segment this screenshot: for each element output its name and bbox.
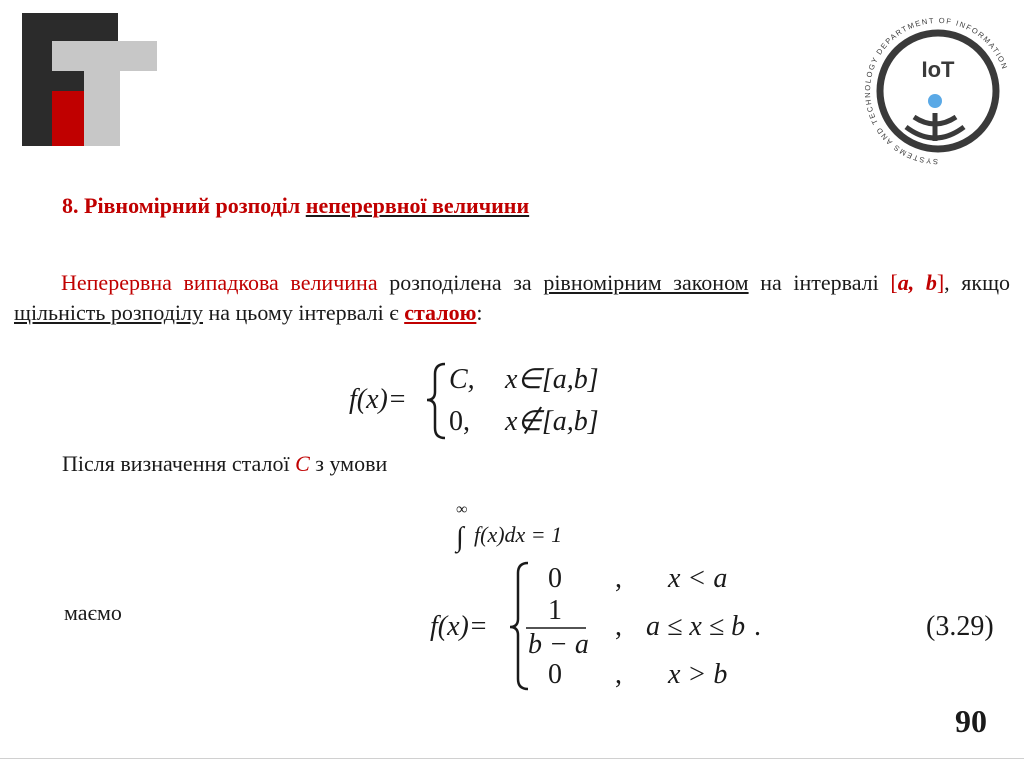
interval-ab: a, b	[897, 270, 937, 295]
formula-uniform-density	[428, 557, 1008, 697]
formula3-row1-cond: x < a	[668, 563, 728, 594]
formula1-lhs: f(x)=	[349, 384, 407, 415]
constant-c: C	[295, 451, 310, 476]
slide-bottom-border	[0, 758, 1024, 759]
formula3-row2-den: b − a	[528, 629, 589, 660]
formula3-row1-comma: ,	[615, 563, 622, 594]
iot-ring-text: SYSTEMS AND TECHNOLOGY DEPARTMENT OF INFORMATION	[862, 15, 1010, 167]
condition-line	[62, 451, 387, 477]
para-text: :	[476, 300, 483, 325]
condition-prefix: Після визначення сталої	[62, 451, 296, 476]
definition-paragraph	[14, 268, 1010, 328]
formula1-row2-cond: x∉[a,b]	[505, 406, 599, 437]
term-density: щільність розподілу	[14, 300, 203, 325]
integral-sign: ∫	[456, 522, 464, 553]
term-continuous-rv: Неперервна випадкова величина	[61, 270, 378, 295]
formula3-row2-cond: a ≤ x ≤ b	[646, 611, 746, 642]
formula1-row1-cond: x∈[a,b]	[505, 364, 599, 395]
para-text: на цьому інтервалі є	[202, 300, 405, 325]
integral-upper-limit: ∞	[456, 501, 468, 518]
section-heading	[62, 193, 529, 219]
page-number: 90	[955, 703, 987, 739]
para-text: на інтервалі	[748, 270, 891, 295]
formula3-row1-val: 0	[548, 563, 562, 594]
formula3-row3-cond: x > b	[668, 659, 728, 690]
formula1-row2-val: 0,	[449, 406, 470, 437]
heading-underlined: неперервної величини	[305, 193, 530, 218]
formula1-row1-val: C,	[449, 364, 475, 395]
formula3-row2-comma: ,	[615, 611, 622, 642]
condition-suffix: з умови	[309, 451, 388, 476]
integral-body: f(x)dx = 1	[474, 522, 563, 547]
formula3-row2-dot: .	[754, 611, 761, 642]
formula-normalization	[452, 498, 592, 563]
maemo-label: маємо	[64, 600, 122, 625]
para-text: , якщо	[944, 270, 1011, 295]
bracket-open: [	[890, 270, 898, 295]
iot-department-logo	[856, 9, 1021, 179]
term-constant: сталою	[404, 300, 477, 325]
formula3-lhs: f(x)=	[430, 611, 488, 642]
formula3-row3-val: 0	[548, 659, 562, 690]
ft-logo	[22, 13, 157, 146]
formula3-row2-num: 1	[548, 595, 562, 626]
bracket-close: ]	[936, 270, 945, 295]
svg-text:SYSTEMS AND TECHNOLOGY DEPARTM	[863, 16, 1010, 166]
para-text: розподілена за	[377, 270, 544, 295]
heading-prefix: 8. Рівномірний розподіл	[62, 193, 306, 218]
formula-density-constant	[345, 358, 620, 443]
formula3-row3-comma: ,	[615, 659, 622, 690]
equation-number: (3.29)	[926, 611, 994, 642]
term-uniform-law: рівномірним законом	[543, 270, 749, 295]
iot-label: IoT	[921, 57, 955, 82]
